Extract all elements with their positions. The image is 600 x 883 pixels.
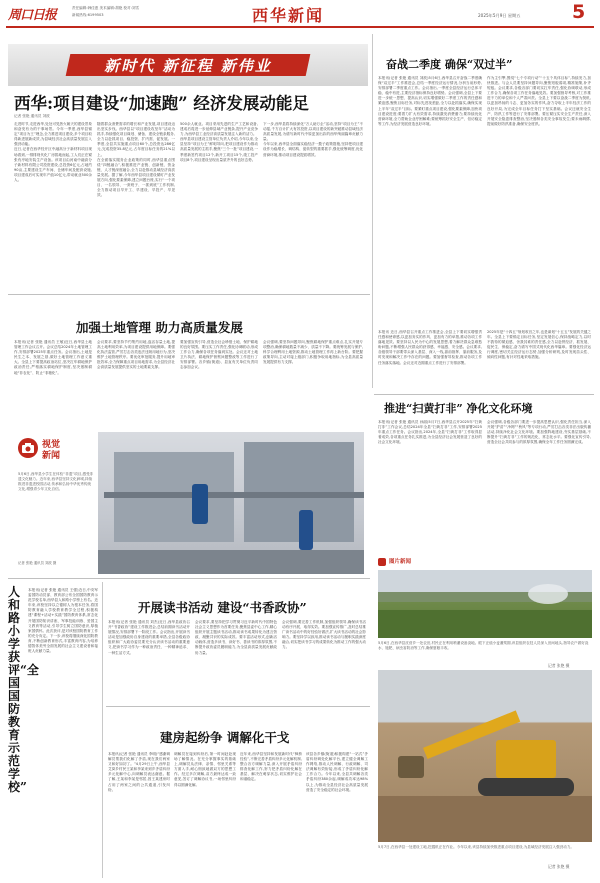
housing-col-2-text: 调解员在接到纠纷后,第一时间赶赴现场了解情况。在充分掌握事实的基础上,调解员从法律、亲情、邻里关系等方面入手,耐心细致地做双方的思想工作。经过多次调解,双方最终达成一致意见,签订了调解协议书,一场邻里纠纷得以圆满化解。 [174,752,236,787]
excavator-photo-credit: 记者 张艳 摄 [548,864,570,869]
school-col-text: 本报讯(记者 张艳 通讯员 王强)近日,中央军委国防动员部、教育部公布全国国防教育示范学校名单,西华县人和路小学榜上有名。近年来,该校坚持以立德树人为根本任务,将国防教育融入学校教育教学全过程,积极构建“课程+活动+实践”国防教育体系,常态化开展国防知识讲座、军事技能训练、爱国主义教育等活动,引导学生树立国防意识,厚植家国情怀。此次获评,是对该校国防教育工作的充分肯定。下一步,该校将继续深化国防教育,不断创新教育形式,丰富教育内容,为培养德智体美劳全面发展的社会主义建设者和接班人贡献力量。 [28,588,98,654]
lead-col-4-p1: 下一步,西华县将持续深化“万人助万企”活动,坚持“项目为王”不动摇,千方百计扩大有效投资,以项目建设的新突破推动县域经济高质量发展,为谱写新时代中原更加出彩的西华绚丽篇章贡献力量。 [263,122,363,142]
land-col-1 [14,340,92,430]
photo-news-label: 图片新闻 [389,559,412,565]
housing-col-2 [174,752,236,880]
second-quarter-col-1-text: 本报讯(记者 张艳 通讯员 刘波)5月6日,西华县召开奋战二季度确保“双过半”工作推进会,总结一季度经济运行情况,分析当前形势,安排部署二季度重点工作。会议指出,一季度全县经济运行总体平稳、稳中有进,主要经济指标保持良好增势。会议强调,全县上下要进一步统一思想、提高认识,切实增强做好二季度工作的责任感和紧迫感,聚焦目标任务,对标先进找差距,全力以赴抓落实,确保实现上半年“双过半”目标。要紧盯重点项目建设,强化要素保障,加快项目建设进度;要着力扩大有效需求,持续激发消费潜力;要持续优化营商环境,全力帮助企业纾困解难;要统筹抓好安全生产、信访稳定等工作,为经济发展营造良好环境。 [378,76,482,126]
lead-col-2-p1: 随着群众消费需求的增长和产业发展,项目建设迈出坚实步伐。西华县以“项目建设攻坚年”活动为抓手,持续强化项目谋划、储备、建设全链条服务,全力以赴抓项目、稳投资、扩内需、促发展。一季度,全县共实施重点项目60个,总投资达286亿元,完成投资35.8亿元,占年度目标任务的21%以上。 [97,122,175,157]
reading-col-3-text: 会议强调,要完善工作机制,加强组织领导,确保读书活动有序开展、取得实效。要加强宣传推广,及时总结推广读书活动中的好经验好做法,扩大读书活动的社会影响力。要坚持学以致用,推动读书活动与履职实践深度融合,切实把读书学习的成果转化为推动工作的强大动力。 [282,620,366,650]
school-headline: 人和路小学获评“全国国防教育示范学校” [8,585,39,794]
editor-line: 责任编辑:韩佳惠 美术编辑:胡艳 校对:刘雪 [72,6,140,10]
visual-label-1: 视觉 [42,440,61,450]
excavator-bucket [398,756,424,778]
sweep-top-rule [374,394,594,395]
sweep-col-1-text: 本报讯(记者 张艳 通讯员 孙丽)5月7日,西华县召开2025年“扫黄打非”工作会议,总结2024年全县“扫黄打非”工作,安排部署2025年重点工作任务。会议指出,2024年,全县“扫黄打非”工作取得显著成效,各项重点任务扎实推进,为全县经济社会发展营造了良好的社会文化环境。 [378,420,482,445]
land-col-2 [97,340,175,430]
land-col-3 [180,340,258,430]
meeting-col-1-text: 本报讯 近日,西华县召开重点工作推进会,全县上下要切实增强责任感和使命感,以更加务实的作风、更加有力的举措,推动各项工作落地见效。要坚持以人民为中心的发展思想,着力解决群众急难愁盼问题,不断增强人民群众的获得感、幸福感、安全感。会议要求,各级领导干部要带头深入基层、深入一线,靠前指挥、靠前服务,及时发现和解决工作中存在的问题。要加强督导检查,推动各项工作任务落实落地。会议还对近期重点工作进行了安排部署。 [378,330,482,365]
worker-figure-1 [192,484,208,524]
reading-col-1 [108,620,190,700]
visual-news-credit: 记者 张艳 通讯员 刘波 摄 [18,561,57,565]
lead-col-4-p2: 今年以来,西华县全面落实稳经济一揽子政策措施,坚持把项目建设作为稳增长、调结构、促转型的重要抓手,强化统筹调度,优化营商环境,推动项目建设提质增效。 [263,142,363,157]
lead-col-1-p2: 近日,记者在西华经开区中融高分子新材料项目现场看到,一排排现代化厂房拔地而起,工人们正在紧张有序地安装生产设备。该项目由河南中融高分子新材料有限公司投资建设,总投资6亿元,占地约90亩,主要建设生产车间、仓储车间及配套设施,项目建成后可实现年产值10亿元,带动就业500余人。 [14,147,92,183]
column-divider [372,34,373,388]
housing-col-1-text: 本报讯(记者 张艳 通讯员 李明)“感谢调解员帮我们化解了矛盾,现在我们两家又和好如初了。”4月29日上午,西华县艾岗乡村民王某和李某来到乡矛盾纠纷多元化解中心,向调解员表达谢意。据了解,王某和李某是邻居,因王某建房时占用了两家之间的公共通道,引发纠纷。 [108,752,170,792]
camera-icon [18,438,38,458]
housing-top-rule [106,706,370,707]
housing-headline: 建房起纷争 调解化干戈 [160,730,290,745]
farm-photo-caption: 5月6日,在西华县皮营乡一处农田,村民正在利用喷灌设备浇地。眼下正值小麦灌浆期,该县组织农技人员深入田间地头,指导农户做好浇水、施肥、病虫害防治等工作,确保夏粮丰收。 [378,641,589,651]
news-hotline: 新闻热线:6199503 [72,13,104,17]
land-col-1-text: 本报讯(记者 张艳 通讯员 王敏)近日,西华县土地管理工作会议召开。会议总结2024年土地管理工作,安排部署2025年重点任务。会议指出,土地是民生之本、发展之基,做好土地管理工作意义重大。全县上下要提高政治站位,坚决扛牢耕地保护政治责任,严格落实耕地保护制度,坚决遏制耕地“非农化”、防止“非粮化”。 [14,340,92,375]
excavator-photo-caption: 5月7日,在西华县一处建设工地,挖掘机正在作业。今年以来,该县持续加快推进重点项目建设,为县域经济发展注入强劲动力。 [378,845,575,849]
banner-slogan: 新时代 新征程 新伟业 [104,57,272,75]
sweep-col-1 [378,420,482,550]
school-col [28,588,98,878]
lead-col-3-p2: 西华县项目建设主管单位负责人介绍,今年以来,全县坚持“项目为王”鲜明导向,把项目建设作为推动高质量发展的主抓手,聚焦“三个一批”项目建设,一季度新签约项目12个,新开工项目15个,竣工投产项目8个,项目建设呈现出量质齐升的良好态势。 [180,137,258,162]
school-top-rule [8,578,370,579]
lead-col-2 [97,122,175,290]
section-title: 西华新闻 [252,6,325,25]
farm-photo-credit: 记者 张艳 摄 [548,663,570,668]
excavator-cab [496,740,556,778]
dirt-mound [378,796,592,842]
lead-headline: 西华:项目建设“加速跑” 经济发展动能足 [14,94,309,113]
housing-col-4-text: 该县各乡镇(街道)积极构建“一站式”矛盾纠纷调处化解平台,建立健全调解工作网络,推动人民调解、行政调解、司法调解有效衔接,形成了矛盾纠纷化解工作合力。今年以来,全县共调解各类矛盾纠纷380余起,调解成功率达98%以上,为推动全县经济社会高质量发展营造了安全稳定的社会环境。 [306,752,368,792]
excavator-tracks [478,778,574,796]
sweep-col-2-text: 会议强调,各级各部门要进一步提高思想认识,强化责任担当,深入开展“护苗”“净网”“秋风”等专项行动,严厉打击各类非法出版传播活动,持续净化社会文化环境。要加强阵地建设,夯实基层基础,不断提升“扫黄打非”工作的规范化、常态化水平。要强化宣传引导,营造全社会共同参与的浓厚氛围,确保全年工作任务圆满完成。 [487,420,591,445]
slogan-banner [8,44,368,86]
meeting-col-1 [378,330,482,386]
land-col-2-text: 会议要求,要坚持节约集约用地,盘活存量土地,提高土地利用效率,为项目建设提供用地保障。要强化执法监管,严厉打击各类违法违规用地行为,坚决维护土地管理秩序。要优化审批服务,提升用地审批效率,全力保障重点项目用地需求,为全县经济社会高质量发展提供坚实的土地要素支撑。 [97,340,175,370]
photo-icon [378,558,386,566]
sprinkler-spray [528,584,568,604]
land-col-3-text: 要加强宣传引导,营造全社会珍惜土地、保护耕地的良好氛围。要压实工作责任,强化协调联动,形成工作合力,确保各项任务落到实处。会议还对土地卫片执法、耕地保护督察问题整改等工作进行了安排部署。各乡镇(街道)、县直有关单位负责同志参加会议。 [180,340,258,370]
meeting-col-2 [487,330,591,386]
photo-news-label-box [378,556,428,568]
housing-col-3 [240,752,302,880]
worker-figure-2 [299,510,313,550]
second-quarter-col-2-text: 作为主引擎,围绕“七个专项行动”“十五个具体目标”,持续发力,加快推进。与会人员要坚持问题导向,聚焦短板弱项,精准施策,补齐短板。会议要求,各级各部门要切实扛牢责任,强化协调联动,形成工作合力,确保各项工作任务落地见效。要加强督导考核,对工作推进不力的单位和个人严肃问责。全县上下要以奋战二季度为契机,以更加昂扬的斗志、更加务实的作风,奋力夺取上半年经济工作的良好开局,为完成全年目标任务打下坚实基础。会议还就安全生产、防汛工作等进行了安排部署。要压紧压实安全生产责任,深入开展安全隐患排查整治,坚决遏制各类安全事故发生;要未雨绸缪,提前做好防汛准备,确保安全度汛。 [487,76,591,126]
pipe-rail [104,492,364,498]
masthead [0,0,600,26]
masthead-rule [6,26,594,28]
housing-col-3-text: 近年来,西华县坚持和发展新时代“枫桥经验”,不断完善矛盾纠纷多元化解机制,整合各方调解力量,深入开展矛盾纠纷排查化解工作,努力把矛盾纠纷化解在基层、解决在萌芽状态,切实维护社会和谐稳定。 [240,752,302,782]
lead-col-4 [263,122,363,290]
lead-byline: 记者 张艳 通讯员 刘波 [14,114,50,118]
second-quarter-headline: 奋战二季度 确保“双过半” [386,58,513,71]
visual-news-panel [14,432,98,574]
reading-col-3 [282,620,366,700]
lead-col-3 [180,122,258,290]
issue-date: 2025年5月9日 星期五 [478,13,521,18]
school-divider [102,582,103,878]
reading-col-1-text: 本报讯(记者 张艳 通讯员 刘杰)近日,西华县政协召开“书香政协”建设工作推进会,总结前期读书活动开展情况,安排部署下一阶段工作。会议指出,开展读书活动是加强政协自身建设的重要举措,全县各级政协组织和广大政协委员要充分认识读书活动的重要意义,把读书学习作为一种政治责任、一种精神追求、一种生活方式。 [108,620,190,655]
housing-col-1 [108,752,170,880]
housing-col-4 [306,752,368,880]
reading-col-2-text: 会议要求,要坚持把学习贯彻习近平新时代中国特色社会主义思想作为首要任务,聚焦县委中心工作,精心组织开展主题读书活动,推动读书成果转化为建言资政、凝聚共识的实际成效。要丰富活动形式,创新活动载体,营造多读书、读好书、善读书的浓厚氛围,不断提升政协委员履职能力,为全县高质量发展贡献政协力量。 [195,620,277,655]
lead-col-1 [14,122,92,290]
meeting-col-2-text: 2025年是“十四五”规划收官之年,也是谋划“十五五”发展的关键之年。全县上下要锚定目标任务,坚定发展信心,保持战略定力,以时不我待的紧迫感、舍我其谁的责任感,全力以赴拼经济、抓发展、促民生、保稳定,奋力谱写中国式现代化西华篇章。要强化经济运行调度,密切关注经济运行态势,加强分析研判,及时发现苗头性、倾向性问题,有针对性地采取措施。 [487,330,591,360]
sweep-col-2 [487,420,591,550]
sweep-headline: 推进“扫黄打非” 净化文化环境 [384,402,533,415]
land-headline: 加强土地管理 助力高质量发展 [76,320,243,335]
excavator-photo [378,670,592,842]
page-number: 5 [572,1,586,23]
lead-col-2-p2: 在全面落实服务企业政策的同时,西华县重点围绕“四链融合”,积极推进产业链、创新链、资金链、人才链深度融合,全力以赴推动县域经济高质量发展。据了解,今年西华县项目建设紧盯产业发展方向,强化要素保障,建立问题台账,实行“一个项目、一名领导、一套班子、一抓到底”工作机制,全力推动项目早开工、早建设、早投产、早见效。 [97,157,175,198]
reading-col-2 [195,620,277,700]
wheat-field [378,610,592,638]
visual-label-2: 新闻 [42,451,61,461]
farm-irrigation-photo [378,570,592,638]
newspaper-logo: 周口日报 [8,8,57,23]
lead-col-1-p1: 走进时节,走进西华,处处可见热火朝天的建设景象和奋发有为的干事场景。今年一季度,西华县锚定“项目为王”理念,全力推进项目建设,多个项目取得新进展新成效,为县域经济社会高质量发展注入强劲动能。 [14,122,92,147]
lead-col-3-p1: 500余人就业。项目采用先进的生产工艺和设备,建成后将进一步延伸县域产业链条,提升产业竞争力,为西华县工业经济高质量发展注入新的活力。 [180,122,258,137]
reading-headline: 开展读书活动 建设“书香政协” [138,600,307,615]
visual-news-caption: 5月6日,西华县小学生在体验“非遗”项目,感受非遗文化魅力。近年来,西华县坚持文化润城,持续推进非遗进校园活动,传承和弘扬中华优秀传统文化,增强青少年文化自信。 [18,472,94,491]
section-rule [8,294,370,295]
land-col-4-text: 会议强调,要坚持问题导向,聚焦耕地保护重点难点,扎实开展专项整治,确保耕地数量不减少、质量不下降。要统筹发展与保护,科学合理利用土地资源,推动土地管理工作再上新台阶。要把握政策导向,主动对接上级部门,积极争取用地指标,为全县高质量发展提供有力支撑。 [263,340,363,365]
